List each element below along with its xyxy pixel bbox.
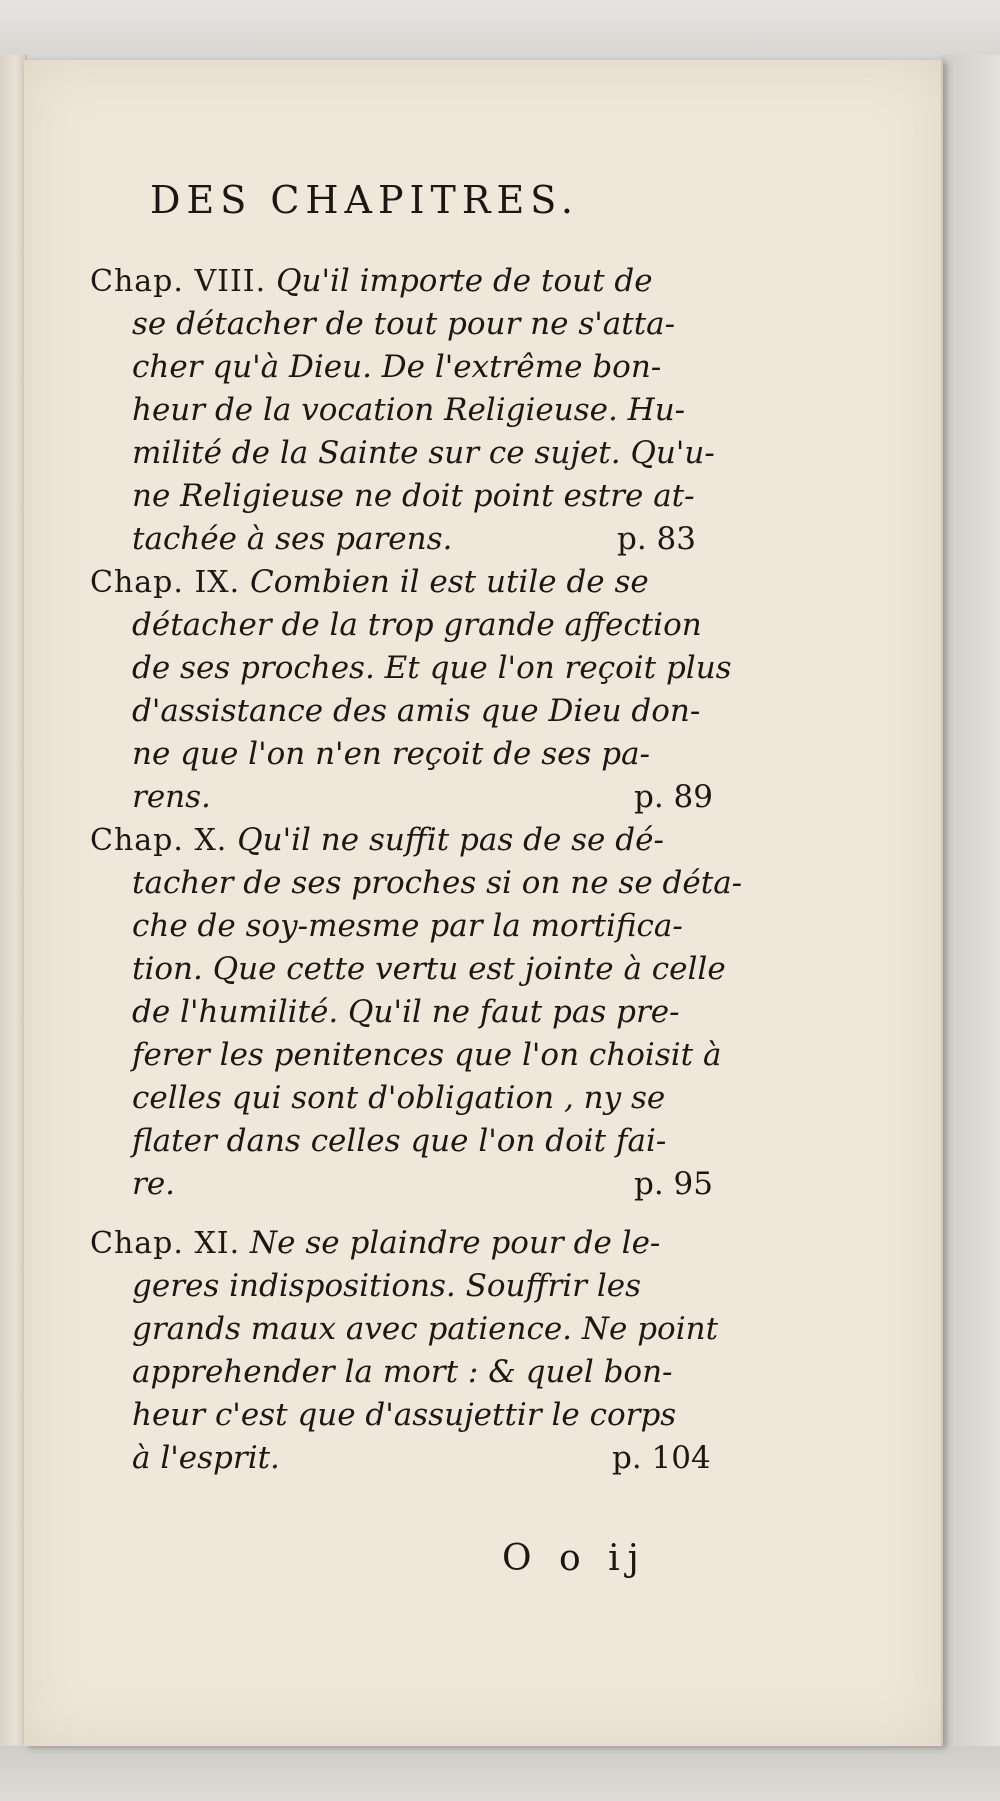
toc-line: de l'humilité. Qu'il ne faut pas pre-: [132, 994, 680, 1030]
toc-line-text: Qu'il ne suffit pas de se dé-: [237, 822, 664, 858]
page-heading: DES CHAPITRES.: [150, 178, 580, 222]
page-reference: p. 104: [612, 1440, 711, 1476]
toc-line: flater dans celles que l'on doit fai-: [132, 1123, 667, 1159]
toc-line: celles qui sont d'obligation , ny se: [132, 1080, 666, 1116]
toc-line: tachée à ses parens.: [132, 521, 453, 557]
toc-line: apprehender la mort : & quel bon-: [132, 1354, 673, 1390]
toc-line: ne Religieuse ne doit point estre at-: [132, 478, 695, 514]
toc-line: tacher de ses proches si on ne se déta-: [132, 865, 743, 901]
toc-line: geres indispositions. Souffrir les: [132, 1268, 642, 1304]
toc-line: che de soy-mesme par la mortifica-: [132, 908, 683, 944]
book-page: [24, 60, 943, 1746]
toc-line: cher qu'à Dieu. De l'extrême bon-: [132, 349, 662, 385]
page-reference: p. 95: [634, 1166, 713, 1202]
toc-line: de ses proches. Et que l'on reçoit plus: [132, 650, 732, 686]
toc-line: milité de la Sainte sur ce sujet. Qu'u-: [132, 435, 715, 471]
toc-line: ne que l'on n'en reçoit de ses pa-: [132, 736, 651, 772]
toc-line: rens.: [132, 779, 211, 815]
toc-line: [90, 822, 664, 858]
toc-line: [90, 564, 649, 600]
toc-line-text: Ne se plaindre pour de le-: [250, 1225, 661, 1261]
table-of-contents: [24, 60, 941, 1746]
chapter-label: Chap. IX.: [90, 565, 241, 600]
toc-line: à l'esprit.: [132, 1440, 280, 1476]
toc-line: [90, 263, 653, 299]
toc-line: d'assistance des amis que Dieu don-: [132, 693, 701, 729]
toc-line: [90, 1225, 660, 1261]
chapter-label: Chap. X.: [90, 823, 228, 858]
toc-line: grands maux avec patience. Ne point: [132, 1311, 719, 1347]
toc-line: détacher de la trop grande affection: [132, 607, 702, 643]
scan-background-right: [941, 55, 1000, 1755]
page-reference: p. 83: [617, 521, 696, 557]
chapter-label: Chap. XI.: [90, 1226, 241, 1261]
toc-line-text: Combien il est utile de se: [250, 564, 649, 600]
chapter-label: Chap. VIII.: [90, 264, 267, 299]
toc-line: ferer les penitences que l'on choisit à: [132, 1037, 722, 1073]
toc-line: heur de la vocation Religieuse. Hu-: [132, 392, 686, 428]
facing-page-edge: [0, 55, 27, 1745]
scan-background-bottom: [0, 1746, 1000, 1801]
signature-mark: O o ij: [502, 1538, 647, 1579]
toc-line: heur c'est que d'assujettir le corps: [132, 1397, 677, 1433]
toc-line: tion. Que cette vertu est jointe à celle: [132, 951, 726, 987]
toc-line-text: Qu'il importe de tout de: [276, 263, 653, 299]
page-reference: p. 89: [634, 779, 713, 815]
toc-line: re.: [132, 1166, 176, 1202]
toc-line: se détacher de tout pour ne s'atta-: [132, 306, 676, 342]
